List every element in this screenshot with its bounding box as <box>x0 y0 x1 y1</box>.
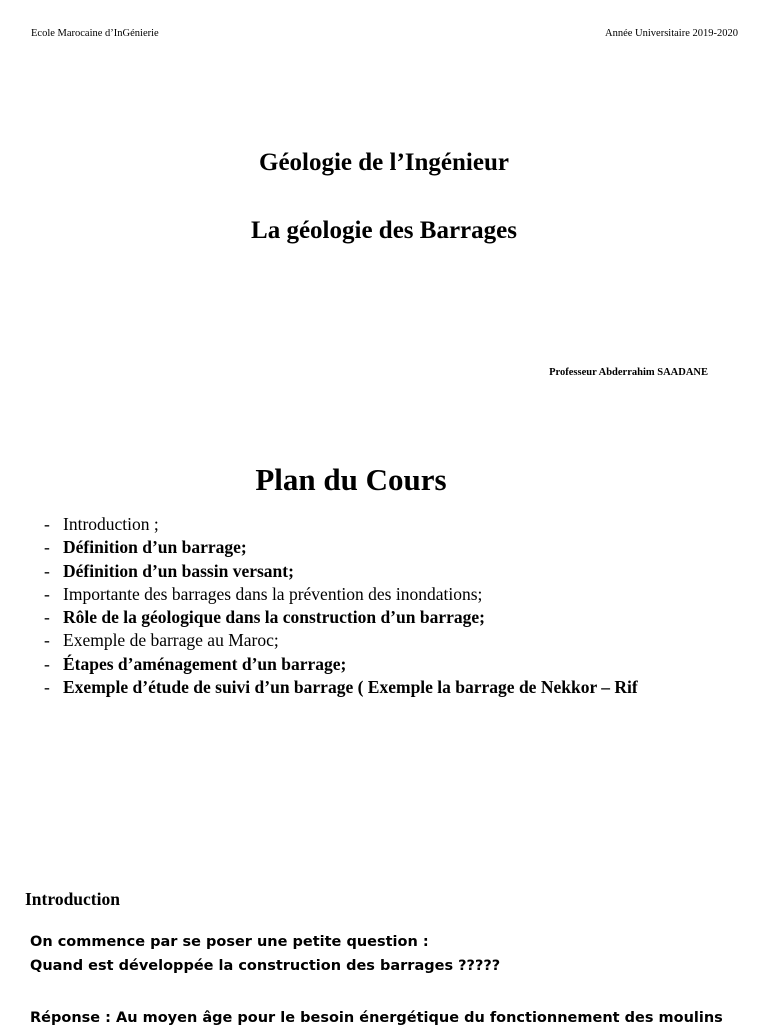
list-item-text: Définition d’un barrage; <box>63 537 247 558</box>
author-name: Professeur Abderrahim SAADANE <box>549 367 708 378</box>
header-academic-year: Année Universitaire 2019-2020 <box>605 28 738 39</box>
introduction-question-line: Quand est développée la construction des barrages ????? <box>30 958 501 974</box>
course-subtitle: La géologie des Barrages <box>251 217 517 244</box>
list-item-text: Rôle de la géologique dans la construction d’un barrage; <box>63 607 485 628</box>
list-item: - Définition d’un barrage; <box>44 537 247 558</box>
introduction-answer-line: Réponse : Au moyen âge pour le besoin énergétique du fonctionnement des moulins <box>30 1010 723 1026</box>
course-title: Géologie de l’Ingénieur <box>259 149 509 176</box>
list-item-text: Étapes d’aménagement d’un barrage; <box>63 653 347 674</box>
list-item: - Définition d’un bassin versant; <box>44 560 294 581</box>
list-item: - Exemple d’étude de suivi d’un barrage ( Exemple la barrage de Nekkor – Rif <box>44 677 638 698</box>
list-item: - Rôle de la géologique dans la construction d’un barrage; <box>44 607 485 628</box>
list-item-text: Introduction ; <box>63 514 159 534</box>
list-item-text: Définition d’un bassin versant; <box>63 560 294 581</box>
list-item-text: Importante des barrages dans la prévention des inondations; <box>63 583 483 604</box>
introduction-question-line: On commence par se poser une petite question : <box>30 934 429 950</box>
list-item: - Importante des barrages dans la prévention des inondations; <box>44 583 483 604</box>
plan-heading: Plan du Cours <box>255 462 447 497</box>
plan-list <box>44 513 638 699</box>
header-school: Ecole Marocaine d’InGénierie <box>31 28 159 39</box>
list-item-text: Exemple d’étude de suivi d’un barrage ( Exemple la barrage de Nekkor – Rif <box>63 677 638 698</box>
list-item: - Exemple de barrage au Maroc; <box>44 630 279 651</box>
list-item: - Étapes d’aménagement d’un barrage; <box>44 653 347 674</box>
introduction-heading: Introduction <box>25 889 120 909</box>
list-item-text: Exemple de barrage au Maroc; <box>63 630 279 651</box>
list-item: - Introduction ; <box>44 514 159 534</box>
